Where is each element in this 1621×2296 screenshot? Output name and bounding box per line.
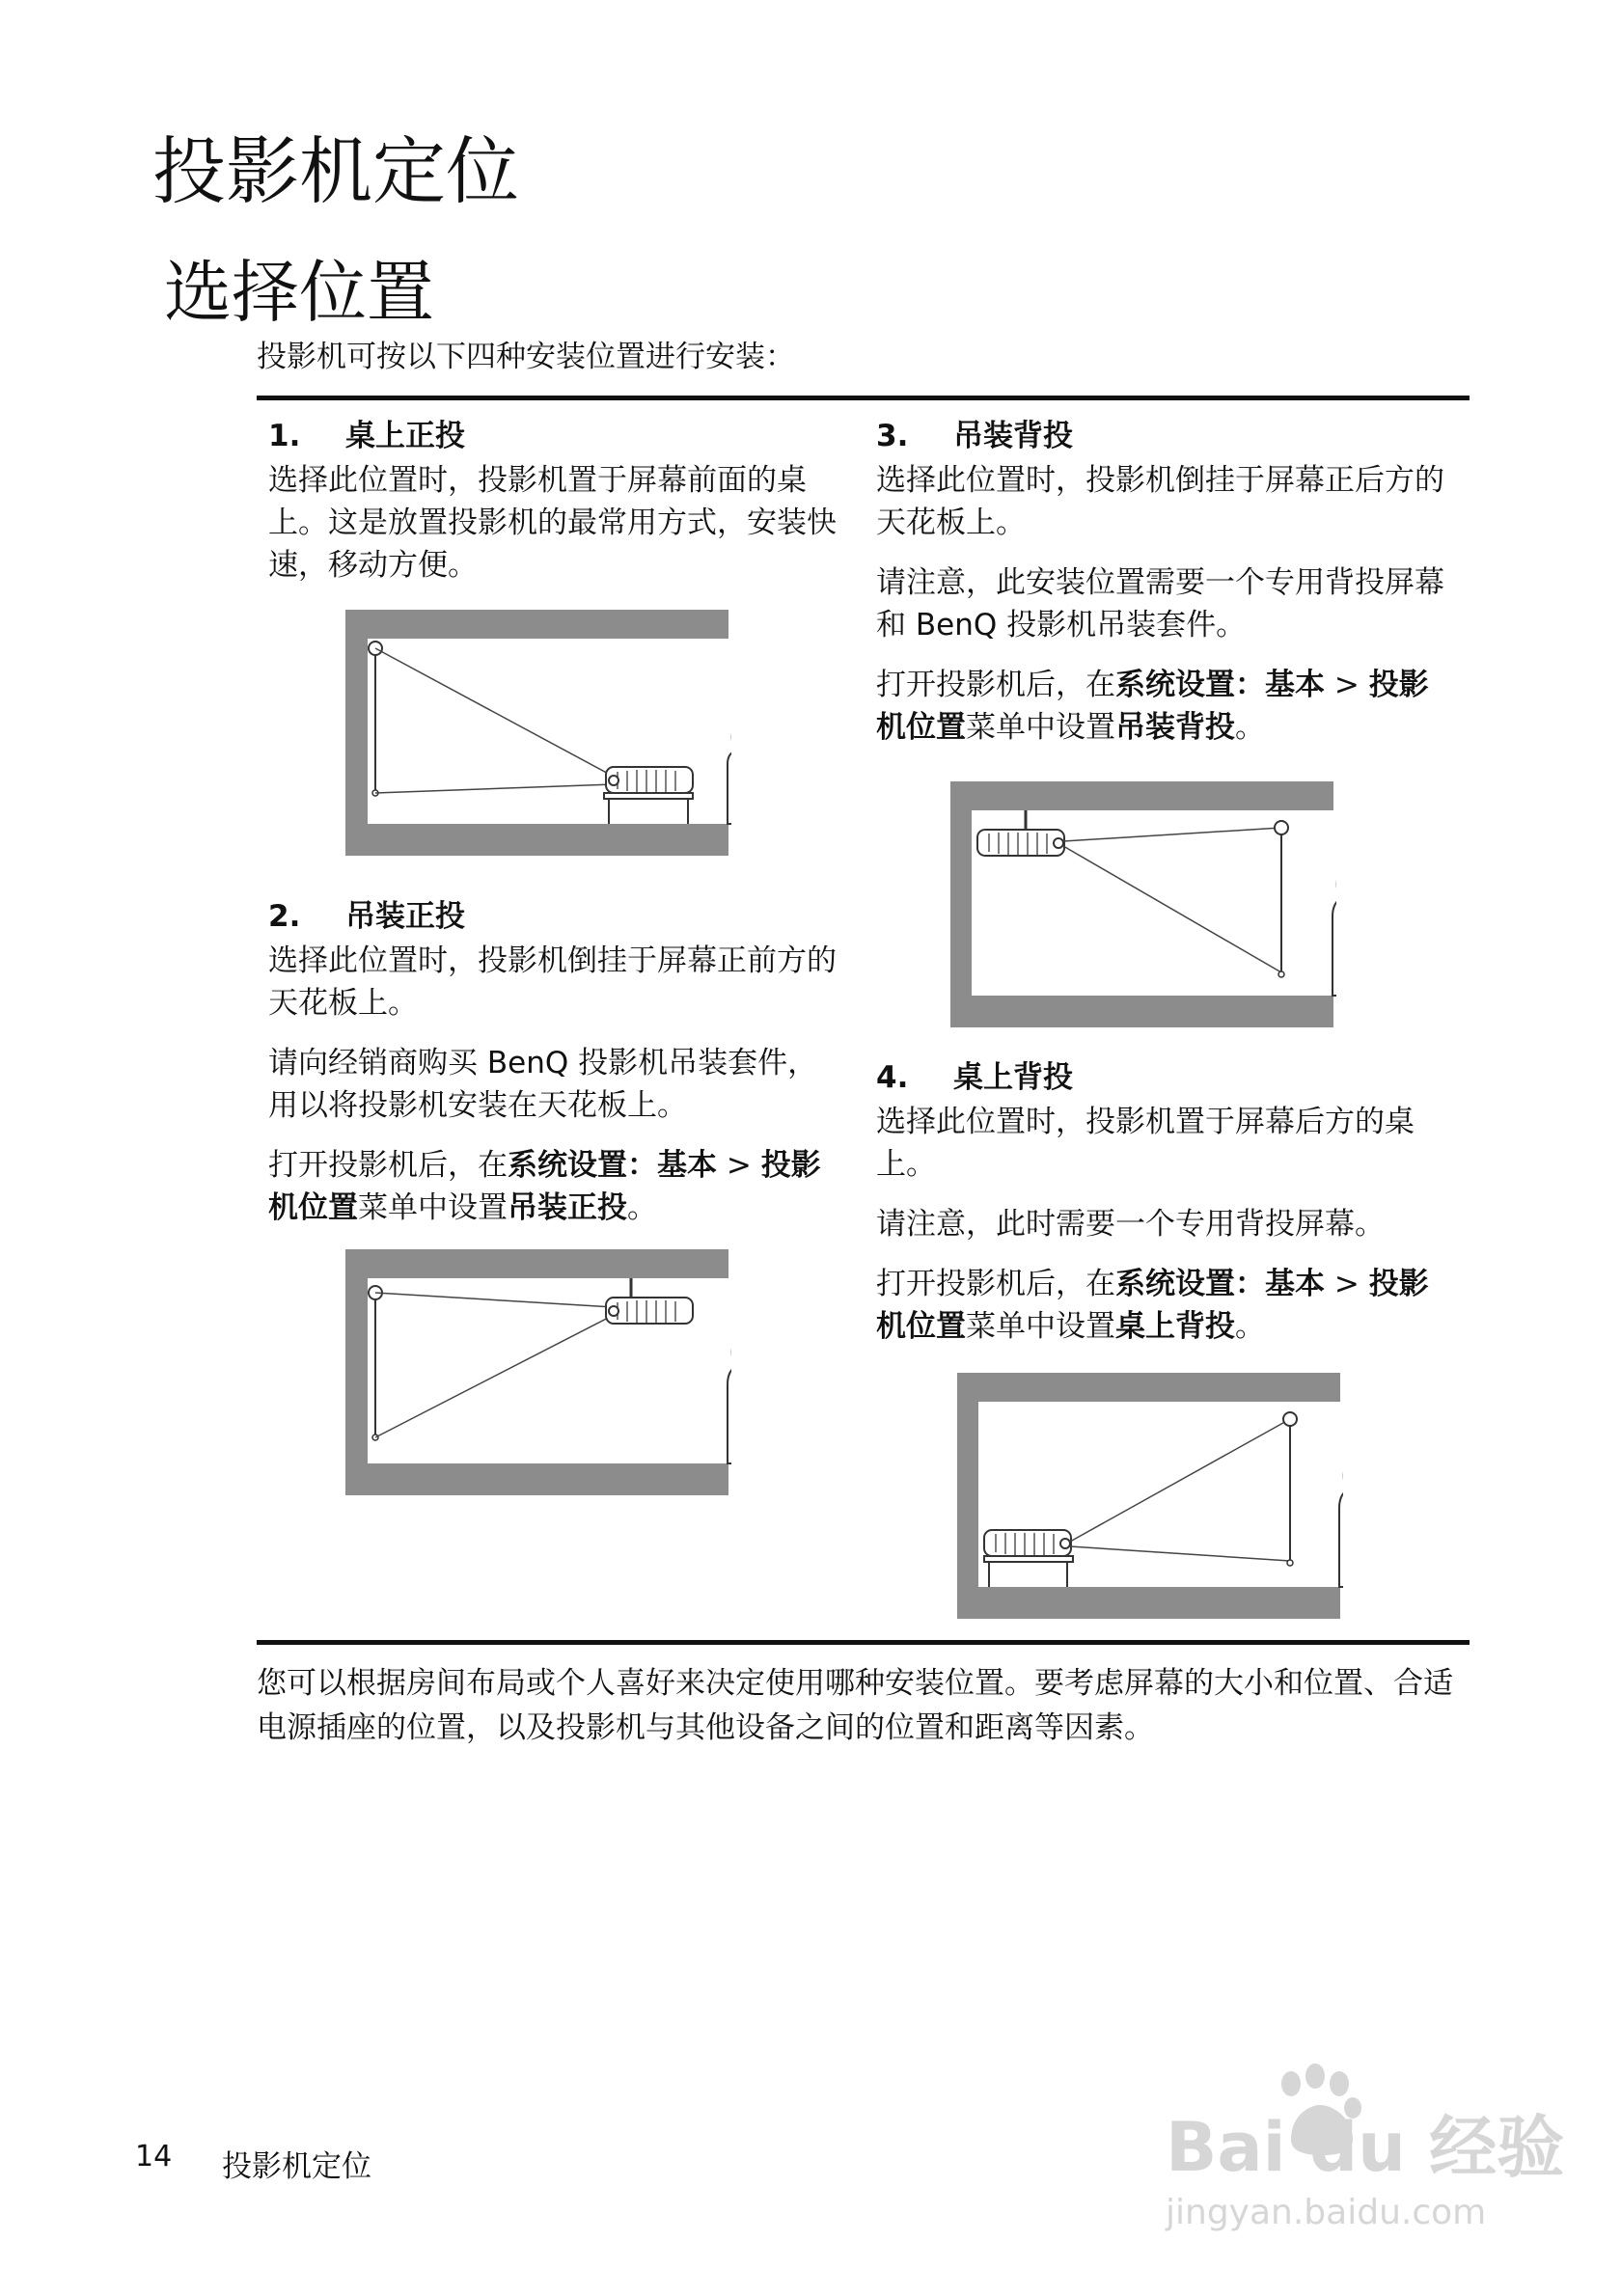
section-title-text: 吊装背投 (953, 419, 1073, 453)
desktop-front-illustration (345, 610, 731, 856)
intro-text: 投影机可按以下四种安装位置进行安装： (257, 340, 795, 374)
section-ceiling-rear (876, 415, 1455, 766)
section-paragraph: 选择此位置时，投影机置于屏幕前面的桌上。这是放置投影机的最常用方式，安装快速，移动方便。 (268, 463, 837, 583)
desktop-rear-illustration (957, 1373, 1343, 1619)
section-paragraph: 选择此位置时，投影机置于屏幕后方的桌上。 (876, 1105, 1415, 1182)
section-title-text: 桌上背投 (953, 1060, 1073, 1095)
menu-instruction: 打开投影机后，在系统设置：基本 > 投影机位置菜单中设置吊装正投。 (268, 1148, 821, 1225)
top-divider (257, 396, 1470, 400)
section-number: 1. (268, 419, 301, 453)
section-title-text: 桌上正投 (345, 419, 465, 453)
section-title (268, 895, 847, 938)
section-number: 4. (876, 1060, 909, 1095)
section-paragraph: 请注意，此时需要一个专用背投屏幕。 (876, 1207, 1385, 1242)
section-paragraph: 请注意，此安装位置需要一个专用背投屏幕和 BenQ 投影机吊装套件。 (876, 565, 1444, 642)
closing-paragraph: 您可以根据房间布局或个人喜好来决定使用哪种安装位置。要考虑屏幕的大小和位置、合适电源插座的位置，以及投影机与其他设备之间的位置和距离等因素。 (257, 1666, 1453, 1745)
section-ceiling-front (268, 895, 847, 1246)
menu-instruction: 打开投影机后，在系统设置：基本 > 投影机位置菜单中设置桌上背投。 (876, 1267, 1429, 1344)
watermark-brand: Bai du 经验 (1166, 2108, 1565, 2187)
ceiling-front-illustration (345, 1249, 731, 1495)
baidu-watermark (1146, 2055, 1571, 2248)
page-number: 14 (135, 2140, 173, 2173)
section-paragraph: 选择此位置时，投影机倒挂于屏幕正前方的天花板上。 (268, 943, 837, 1021)
section-paragraph: 请向经销商购买 BenQ 投影机吊装套件，用以将投影机安装在天花板上。 (268, 1046, 818, 1123)
section-number: 2. (268, 899, 301, 934)
ceiling-rear-illustration (950, 781, 1336, 1027)
footer-chapter-title: 投影机定位 (222, 2149, 371, 2184)
section-title-text: 吊装正投 (345, 899, 465, 934)
section-desktop-rear (876, 1056, 1455, 1365)
section-title (876, 415, 1455, 457)
section-desktop-front (268, 415, 847, 604)
menu-instruction: 打开投影机后，在系统设置：基本 > 投影机位置菜单中设置吊装背投。 (876, 668, 1429, 745)
section-title (876, 1056, 1455, 1099)
section-number: 3. (876, 419, 909, 453)
section-title (268, 415, 847, 457)
page-title: 投影机定位 (152, 128, 519, 214)
watermark-url: jingyan.baidu.com (1166, 2193, 1487, 2232)
section-paragraph: 选择此位置时，投影机倒挂于屏幕正后方的天花板上。 (876, 463, 1444, 540)
section-heading: 选择位置 (164, 253, 434, 332)
bottom-divider (257, 1640, 1470, 1645)
